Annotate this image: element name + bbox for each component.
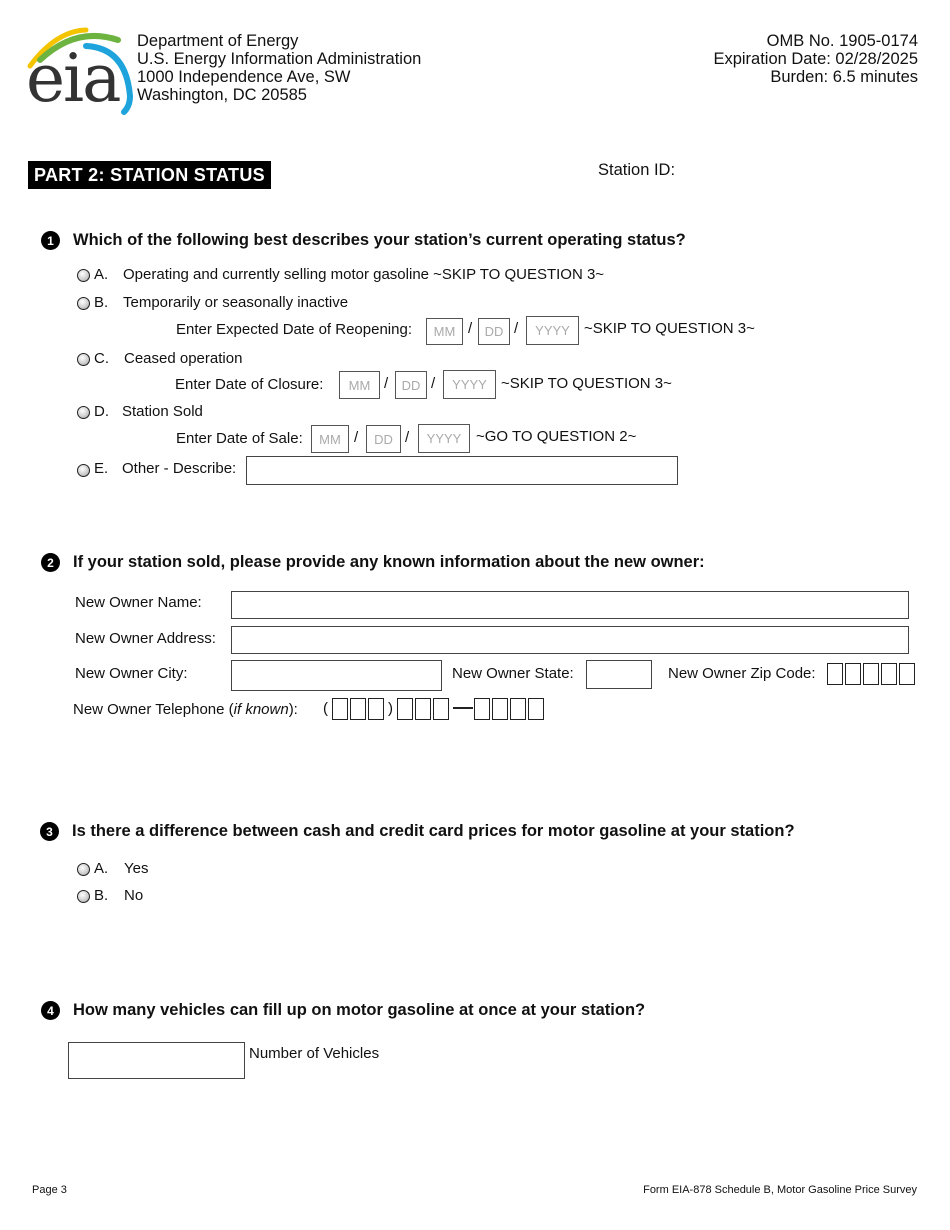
sale-day-input[interactable]: DD — [366, 425, 401, 453]
other-describe-input[interactable] — [246, 456, 678, 485]
zip-digit-box[interactable] — [881, 663, 897, 685]
q3-option-b-letter: B. — [94, 887, 109, 904]
date-slash: / — [384, 375, 389, 392]
new-owner-state-input[interactable] — [586, 660, 652, 689]
phone-prefix-input[interactable] — [397, 698, 451, 725]
question-4-bullet: 4 — [41, 1001, 60, 1020]
new-owner-address-input[interactable] — [231, 626, 909, 654]
zip-digit-box[interactable] — [845, 663, 861, 685]
closure-year-input[interactable]: YYYY — [443, 370, 496, 399]
reopen-day-input[interactable]: DD — [478, 318, 510, 345]
phone-digit-box[interactable] — [492, 698, 508, 720]
question-1-text: Which of the following best describes your station’s current operating status? — [73, 231, 686, 249]
phone-digit-box[interactable] — [433, 698, 449, 720]
q3-radio-yes[interactable] — [77, 863, 90, 876]
phone-paren-open: ( — [323, 700, 328, 717]
reopen-month-input[interactable]: MM — [426, 318, 463, 345]
date-slash: / — [431, 375, 436, 392]
new-owner-name-label: New Owner Name: — [75, 594, 202, 611]
sale-year-input[interactable]: YYYY — [418, 424, 470, 453]
agency-line: 1000 Independence Ave, SW — [137, 68, 351, 86]
burden: Burden: 6.5 minutes — [770, 68, 918, 86]
form-name: Form EIA-878 Schedule B, Motor Gasoline Price Survey — [643, 1184, 917, 1196]
phone-digit-box[interactable] — [368, 698, 384, 720]
phone-digit-box[interactable] — [474, 698, 490, 720]
q1-option-c-letter: C. — [94, 350, 109, 367]
phone-dash — [453, 707, 473, 709]
q1-option-a-letter: A. — [94, 266, 109, 283]
question-2-text: If your station sold, please provide any known information about the new owner: — [73, 553, 705, 571]
phone-digit-box[interactable] — [332, 698, 348, 720]
closure-skip-instruction: ~SKIP TO QUESTION 3~ — [501, 375, 672, 392]
date-slash: / — [514, 320, 519, 337]
q1-option-c-label: Ceased operation — [124, 350, 243, 367]
page-number: Page 3 — [32, 1184, 67, 1196]
q1-option-b-letter: B. — [94, 294, 109, 311]
expiration-date: Expiration Date: 02/28/2025 — [713, 50, 918, 68]
new-owner-state-label: New Owner State: — [452, 665, 574, 682]
new-owner-name-input[interactable] — [231, 591, 909, 619]
station-id-label: Station ID: — [598, 161, 676, 179]
q1-radio-d[interactable] — [77, 406, 90, 419]
part-title: PART 2: STATION STATUS — [28, 161, 271, 189]
phone-digit-box[interactable] — [397, 698, 413, 720]
new-owner-zip-label: New Owner Zip Code: — [668, 665, 816, 682]
agency-line: Washington, DC 20585 — [137, 86, 307, 104]
question-4-text: How many vehicles can fill up on motor gasoline at once at your station? — [73, 1001, 646, 1019]
q1-radio-e[interactable] — [77, 464, 90, 477]
phone-digit-box[interactable] — [415, 698, 431, 720]
reopen-date-label: Enter Expected Date of Reopening: — [176, 321, 412, 338]
phone-digit-box[interactable] — [350, 698, 366, 720]
phone-paren-close: ) — [388, 700, 393, 717]
number-of-vehicles-input[interactable] — [68, 1042, 245, 1079]
reopen-skip-instruction: ~SKIP TO QUESTION 3~ — [584, 320, 755, 337]
phone-label-text: New Owner Telephone ( — [73, 701, 234, 718]
phone-area-code-input[interactable] — [332, 698, 386, 725]
date-slash: / — [354, 429, 359, 446]
q3-option-a-letter: A. — [94, 860, 109, 877]
question-3-text: Is there a difference between cash and credit card prices for motor gasoline at your station? — [72, 822, 795, 840]
q1-option-d-letter: D. — [94, 403, 109, 420]
question-1-bullet: 1 — [41, 231, 60, 250]
number-of-vehicles-label: Number of Vehicles — [249, 1045, 380, 1062]
q1-option-e-label: Other - Describe: — [122, 460, 237, 477]
new-owner-address-label: New Owner Address: — [75, 630, 216, 647]
q1-radio-c[interactable] — [77, 353, 90, 366]
q1-radio-a[interactable] — [77, 269, 90, 282]
question-3-bullet: 3 — [40, 822, 59, 841]
reopen-year-input[interactable]: YYYY — [526, 316, 579, 345]
phone-label-italic: if known — [233, 701, 289, 718]
zip-digit-box[interactable] — [863, 663, 879, 685]
agency-line: Department of Energy — [137, 32, 299, 50]
q1-option-b-label: Temporarily or seasonally inactive — [123, 294, 349, 311]
phone-digit-box[interactable] — [510, 698, 526, 720]
agency-line: U.S. Energy Information Administration — [137, 50, 422, 68]
q3-option-b-label: No — [124, 887, 144, 904]
new-owner-city-label: New Owner City: — [75, 665, 188, 682]
sale-goto-instruction: ~GO TO QUESTION 2~ — [476, 428, 637, 445]
q3-option-a-label: Yes — [124, 860, 149, 877]
eia-wordmark: eia — [26, 40, 120, 117]
date-slash: / — [405, 429, 410, 446]
sale-date-label: Enter Date of Sale: — [176, 430, 303, 447]
zip-digit-box[interactable] — [827, 663, 843, 685]
agency-address — [137, 32, 421, 104]
q1-radio-b[interactable] — [77, 297, 90, 310]
omb-info — [713, 32, 918, 86]
closure-day-input[interactable]: DD — [395, 371, 427, 399]
phone-label-text: ): — [288, 701, 298, 718]
q1-option-e-letter: E. — [94, 460, 109, 477]
new-owner-city-input[interactable] — [231, 660, 442, 691]
zip-digit-box[interactable] — [899, 663, 915, 685]
q1-option-a-label: Operating and currently selling motor gasoline ~SKIP TO QUESTION 3~ — [123, 266, 605, 283]
phone-line-input[interactable] — [474, 698, 546, 725]
q3-radio-no[interactable] — [77, 890, 90, 903]
phone-digit-box[interactable] — [528, 698, 544, 720]
q1-option-d-label: Station Sold — [122, 403, 203, 420]
new-owner-phone-label — [73, 701, 298, 718]
eia-logo — [26, 26, 134, 116]
sale-month-input[interactable]: MM — [311, 425, 349, 453]
date-slash: / — [468, 320, 473, 337]
new-owner-zip-input[interactable] — [827, 663, 917, 690]
omb-number: OMB No. 1905-0174 — [766, 32, 918, 50]
closure-date-label: Enter Date of Closure: — [175, 376, 324, 393]
question-2-bullet: 2 — [41, 553, 60, 572]
closure-month-input[interactable]: MM — [339, 371, 380, 399]
